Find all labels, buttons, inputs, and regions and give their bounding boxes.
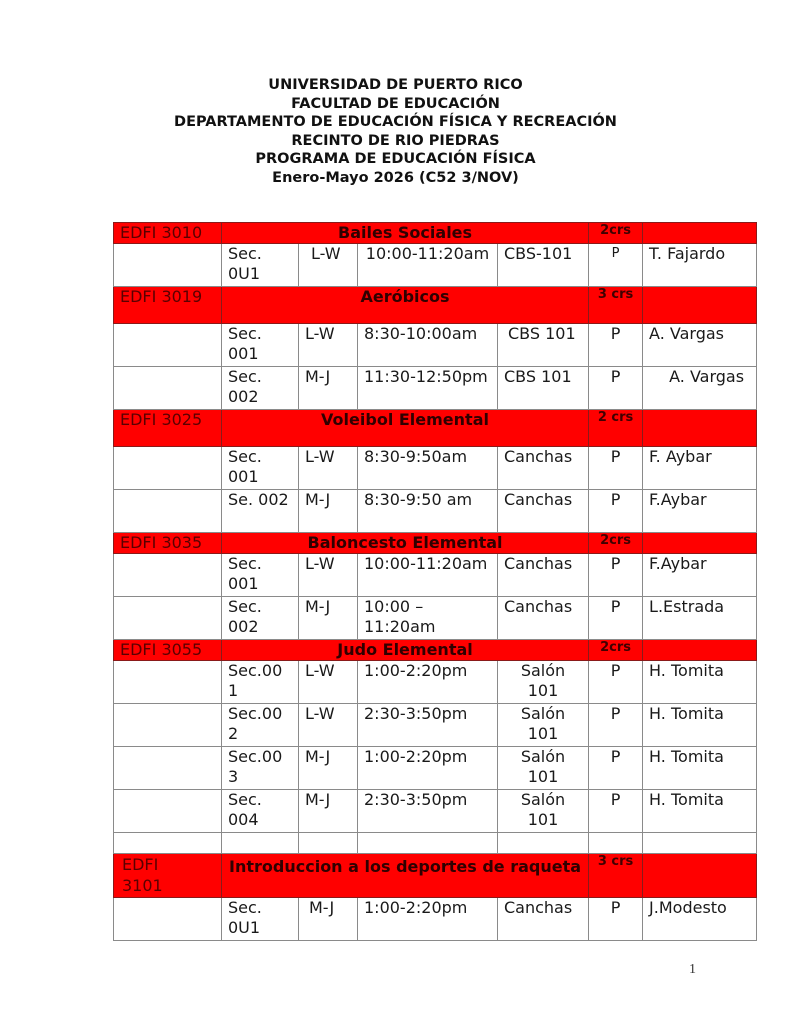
section-days: L-W <box>299 704 358 747</box>
section-time: 10:00-11:20am <box>358 244 498 287</box>
section-instructor: L.Estrada <box>643 597 757 640</box>
section-type: P <box>589 790 643 833</box>
page-number: 1 <box>689 962 696 977</box>
section-room: Canchas <box>498 597 589 640</box>
course-row-blank <box>643 223 757 244</box>
course-row <box>114 640 757 661</box>
section-instructor: T. Fajardo <box>643 244 757 287</box>
document-header <box>0 76 791 187</box>
section-days: M-J <box>299 367 358 410</box>
course-code: EDFI 3010 <box>114 223 222 244</box>
section-row <box>114 597 757 640</box>
section-number: Sec. 001 <box>222 324 299 367</box>
section-number: Sec. 0U1 <box>222 244 299 287</box>
course-row-blank <box>643 854 757 898</box>
section-number: Sec.003 <box>222 747 299 790</box>
section-time: 8:30-9:50 am <box>358 490 498 533</box>
section-row <box>114 747 757 790</box>
section-number: Sec. 001 <box>222 447 299 490</box>
section-time: 1:00-2:20pm <box>358 898 498 941</box>
section-number: Sec. 002 <box>222 597 299 640</box>
course-title: Aeróbicos <box>222 287 589 324</box>
section-type: P <box>589 244 643 287</box>
section-instructor: F.Aybar <box>643 490 757 533</box>
section-days: M-J <box>299 490 358 533</box>
empty-row <box>114 833 757 854</box>
section-instructor: F. Aybar <box>643 447 757 490</box>
section-days: M-J <box>299 597 358 640</box>
section-number: Sec. 001 <box>222 554 299 597</box>
section-row <box>114 447 757 490</box>
section-room: Salón 101 <box>498 747 589 790</box>
section-instructor: A. Vargas <box>643 324 757 367</box>
section-number: Sec. 0U1 <box>222 898 299 941</box>
term-label: Enero-Mayo 2026 (C52 3/NOV) <box>272 169 519 186</box>
section-days: L-W <box>299 554 358 597</box>
section-time: 10:00 – 11:20am <box>358 597 498 640</box>
section-room: Salón 101 <box>498 704 589 747</box>
section-type: P <box>589 367 643 410</box>
blank-cell <box>358 833 498 854</box>
section-type: P <box>589 324 643 367</box>
blank-cell <box>114 554 222 597</box>
section-instructor: H. Tomita <box>643 704 757 747</box>
section-days: M-J <box>299 747 358 790</box>
course-title: Judo Elemental <box>222 640 589 661</box>
blank-cell <box>114 833 222 854</box>
section-room: Canchas <box>498 447 589 490</box>
blank-cell <box>114 747 222 790</box>
blank-cell <box>114 661 222 704</box>
section-instructor: H. Tomita <box>643 790 757 833</box>
course-credits: 2crs <box>589 223 643 244</box>
section-room: Canchas <box>498 490 589 533</box>
course-code: EDFI 3025 <box>114 410 222 447</box>
course-title: Bailes Sociales <box>222 223 589 244</box>
blank-cell <box>299 833 358 854</box>
campus-name: RECINTO DE RIO PIEDRAS <box>291 132 500 149</box>
course-title: Voleibol Elemental <box>222 410 589 447</box>
section-instructor: A. Vargas <box>643 367 757 410</box>
section-time: 10:00-11:20am <box>358 554 498 597</box>
section-time: 2:30-3:50pm <box>358 704 498 747</box>
course-row <box>114 410 757 447</box>
course-credits: 2crs <box>589 533 643 554</box>
section-type: P <box>589 661 643 704</box>
section-type: P <box>589 447 643 490</box>
section-room: Canchas <box>498 898 589 941</box>
section-time: 1:00-2:20pm <box>358 747 498 790</box>
section-room: Salón 101 <box>498 661 589 704</box>
section-room: CBS 101 <box>498 324 589 367</box>
course-schedule-table <box>113 222 757 941</box>
course-row <box>114 533 757 554</box>
section-type: P <box>589 554 643 597</box>
section-instructor: H. Tomita <box>643 747 757 790</box>
section-number: Se. 002 <box>222 490 299 533</box>
section-time: 2:30-3:50pm <box>358 790 498 833</box>
university-name: UNIVERSIDAD DE PUERTO RICO <box>268 77 523 93</box>
course-row <box>114 854 757 898</box>
section-type: P <box>589 898 643 941</box>
section-type: P <box>589 490 643 533</box>
blank-cell <box>222 833 299 854</box>
blank-cell <box>589 833 643 854</box>
section-type: P <box>589 704 643 747</box>
course-row-blank <box>643 533 757 554</box>
course-code: EDFI 3101 <box>114 854 222 898</box>
blank-cell <box>114 790 222 833</box>
course-code: EDFI 3055 <box>114 640 222 661</box>
section-instructor: F.Aybar <box>643 554 757 597</box>
section-time: 1:00-2:20pm <box>358 661 498 704</box>
course-row-blank <box>643 410 757 447</box>
section-row <box>114 244 757 287</box>
section-days: L-W <box>299 244 358 287</box>
course-title: Baloncesto Elemental <box>222 533 589 554</box>
course-credits: 3 crs <box>589 854 643 898</box>
course-credits: 2crs <box>589 640 643 661</box>
blank-cell <box>114 490 222 533</box>
section-days: M-J <box>299 790 358 833</box>
course-row-blank <box>643 287 757 324</box>
blank-cell <box>643 833 757 854</box>
section-room: Canchas <box>498 554 589 597</box>
blank-cell <box>114 898 222 941</box>
course-row <box>114 287 757 324</box>
course-credits: 3 crs <box>589 287 643 324</box>
section-row <box>114 367 757 410</box>
blank-cell <box>114 447 222 490</box>
section-number: Sec.001 <box>222 661 299 704</box>
section-time: 11:30-12:50pm <box>358 367 498 410</box>
section-days: L-W <box>299 447 358 490</box>
section-room: Salón 101 <box>498 790 589 833</box>
section-time: 8:30-9:50am <box>358 447 498 490</box>
course-code: EDFI 3019 <box>114 287 222 324</box>
section-days: M-J <box>299 898 358 941</box>
section-days: L-W <box>299 661 358 704</box>
section-row <box>114 554 757 597</box>
blank-cell <box>114 704 222 747</box>
program-name: PROGRAMA DE EDUCACIÓN FÍSICA <box>255 151 536 167</box>
department-name: DEPARTAMENTO DE EDUCACIÓN FÍSICA Y RECREACIÓN <box>174 114 617 130</box>
section-instructor: J.Modesto <box>643 898 757 941</box>
section-row <box>114 898 757 941</box>
course-title: Introduccion a los deportes de raqueta <box>222 854 589 898</box>
section-row <box>114 324 757 367</box>
section-type: P <box>589 747 643 790</box>
blank-cell <box>114 367 222 410</box>
section-time: 8:30-10:00am <box>358 324 498 367</box>
section-instructor: H. Tomita <box>643 661 757 704</box>
blank-cell <box>114 324 222 367</box>
blank-cell <box>114 597 222 640</box>
section-room: CBS 101 <box>498 367 589 410</box>
course-row-blank <box>643 640 757 661</box>
course-code: EDFI 3035 <box>114 533 222 554</box>
faculty-name: FACULTAD DE EDUCACIÓN <box>291 95 500 112</box>
blank-cell <box>498 833 589 854</box>
blank-cell <box>114 244 222 287</box>
section-number: Sec. 002 <box>222 367 299 410</box>
section-row <box>114 661 757 704</box>
section-row <box>114 704 757 747</box>
section-number: Sec. 004 <box>222 790 299 833</box>
course-credits: 2 crs <box>589 410 643 447</box>
section-type: P <box>589 597 643 640</box>
section-row <box>114 790 757 833</box>
course-row <box>114 223 757 244</box>
section-days: L-W <box>299 324 358 367</box>
section-row <box>114 490 757 533</box>
section-room: CBS-101 <box>498 244 589 287</box>
section-number: Sec.002 <box>222 704 299 747</box>
